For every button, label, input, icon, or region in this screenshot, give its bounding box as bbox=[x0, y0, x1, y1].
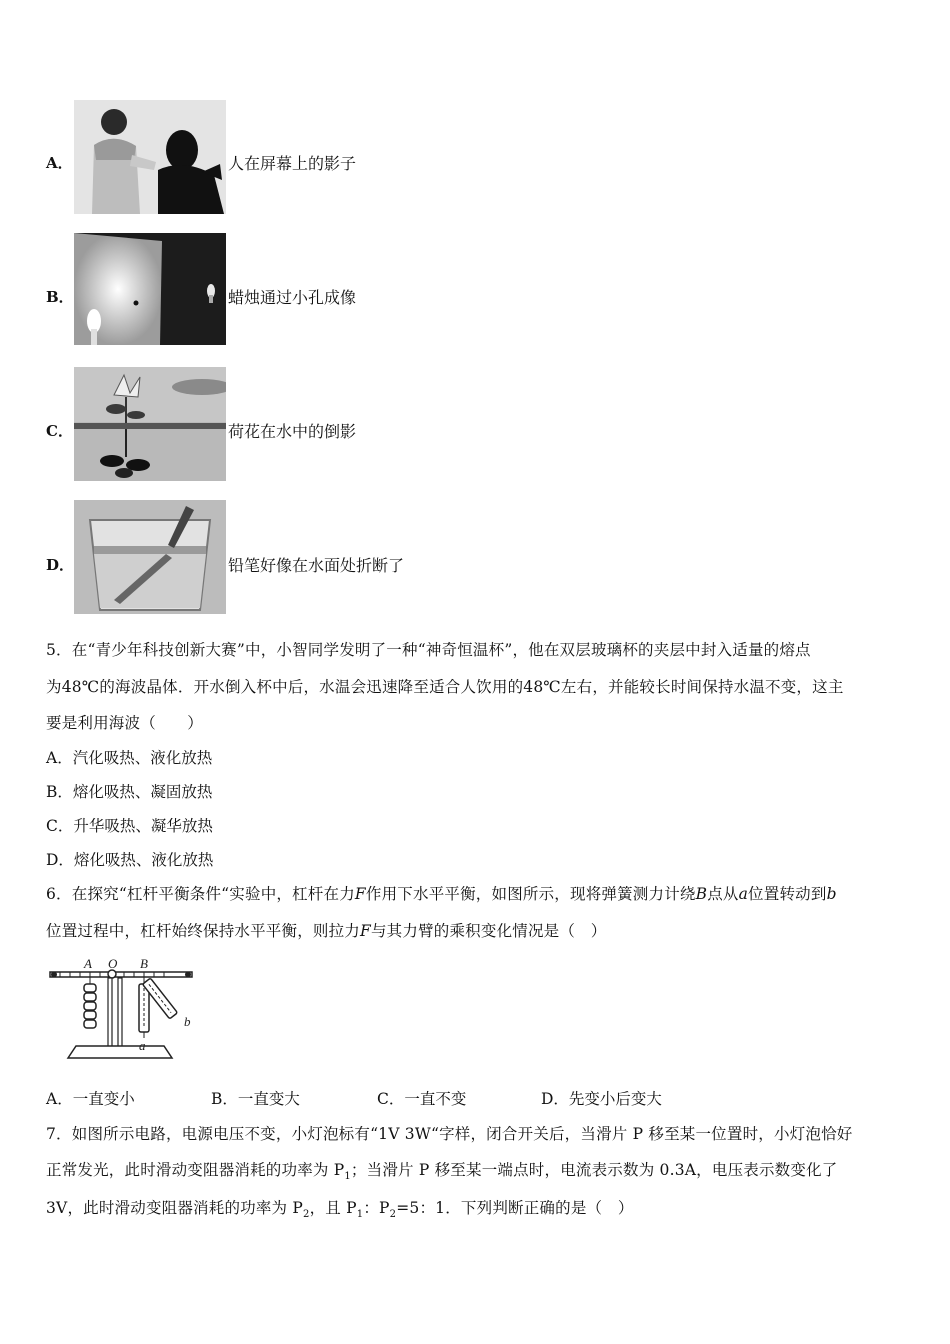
lever-label-o: O bbox=[108, 956, 118, 971]
option-letter-d: D． bbox=[46, 556, 75, 574]
q6-line-1: 6．在探究“杠杆平衡条件“实验中，杠杆在力F作用下水平平衡，如图所示，现将弹簧测力计绕B点从a位置转动到b bbox=[46, 885, 837, 903]
q5-choice-d: D．熔化吸热、液化放热 bbox=[46, 851, 214, 869]
lever-label-b-position: b bbox=[184, 1014, 191, 1029]
option-letter-b: B． bbox=[46, 288, 74, 306]
option-caption-b: 蜡烛通过小孔成像 bbox=[228, 288, 357, 307]
q5-line-1: 5．在“青少年科技创新大赛”中，小智同学发明了一种“神奇恒温杯”，他在双层玻璃杯的夹层中封入适量的熔点 bbox=[46, 641, 811, 659]
lever-label-a-point: A bbox=[84, 956, 92, 971]
option-caption-d: 铅笔好像在水面处折断了 bbox=[228, 556, 405, 575]
q6-choice-b: B．一直变大 bbox=[211, 1090, 300, 1108]
option-letter-a: A． bbox=[46, 154, 73, 172]
lotus-reflection-photo-icon bbox=[74, 367, 226, 481]
q7-line-2: 正常发光，此时滑动变阻器消耗的功率为 $P_1$；当滑片 P 移至某一端点时，电流表示数为 0.3A，电压表示数变化了 bbox=[46, 1161, 838, 1183]
q7-line-1: 7．如图所示电路，电源电压不变，小灯泡标有“1V 3W“字样，闭合开关后，当滑片 P 移至某一位置时，小灯泡恰好 bbox=[46, 1125, 853, 1143]
lever-label-b-point: B bbox=[140, 956, 148, 971]
pinhole-candle-photo-icon bbox=[74, 233, 226, 347]
pencil-in-water-photo-icon bbox=[74, 500, 226, 614]
q5-line-2: 为48℃的海波晶体．开水倒入杯中后，水温会迅速降至适合人饮用的48℃左右，并能较长时间保持水温不变，这主 bbox=[46, 678, 844, 696]
q6-choice-d: D．先变小后变大 bbox=[541, 1090, 662, 1108]
q5-line-3: 要是利用海波（ ） bbox=[46, 714, 204, 732]
shadow-photo-icon bbox=[74, 100, 226, 214]
q5-choice-b: B．熔化吸热、凝固放热 bbox=[46, 783, 213, 801]
lever-figure bbox=[46, 954, 196, 1064]
q6-line-2: 位置过程中，杠杆始终保持水平平衡，则拉力F与其力臂的乘积变化情况是（ ） bbox=[46, 922, 607, 940]
q7-line-3: 3V，此时滑动变阻器消耗的功率为 $P_2$，且 $P_1$：$P_2=5$：1．下列判断正确的是（ ） bbox=[46, 1199, 634, 1221]
option-caption-c: 荷花在水中的倒影 bbox=[228, 422, 357, 441]
q6-choice-c: C．一直不变 bbox=[377, 1090, 467, 1108]
q5-choice-c: C．升华吸热、凝华放热 bbox=[46, 817, 213, 835]
q6-choice-a: A．一直变小 bbox=[46, 1090, 135, 1108]
option-letter-c: C． bbox=[46, 422, 73, 440]
q5-choice-a: A．汽化吸热、液化放热 bbox=[46, 749, 213, 767]
option-caption-a: 人在屏幕上的影子 bbox=[228, 154, 357, 173]
lever-label-a-position: a bbox=[139, 1038, 146, 1053]
